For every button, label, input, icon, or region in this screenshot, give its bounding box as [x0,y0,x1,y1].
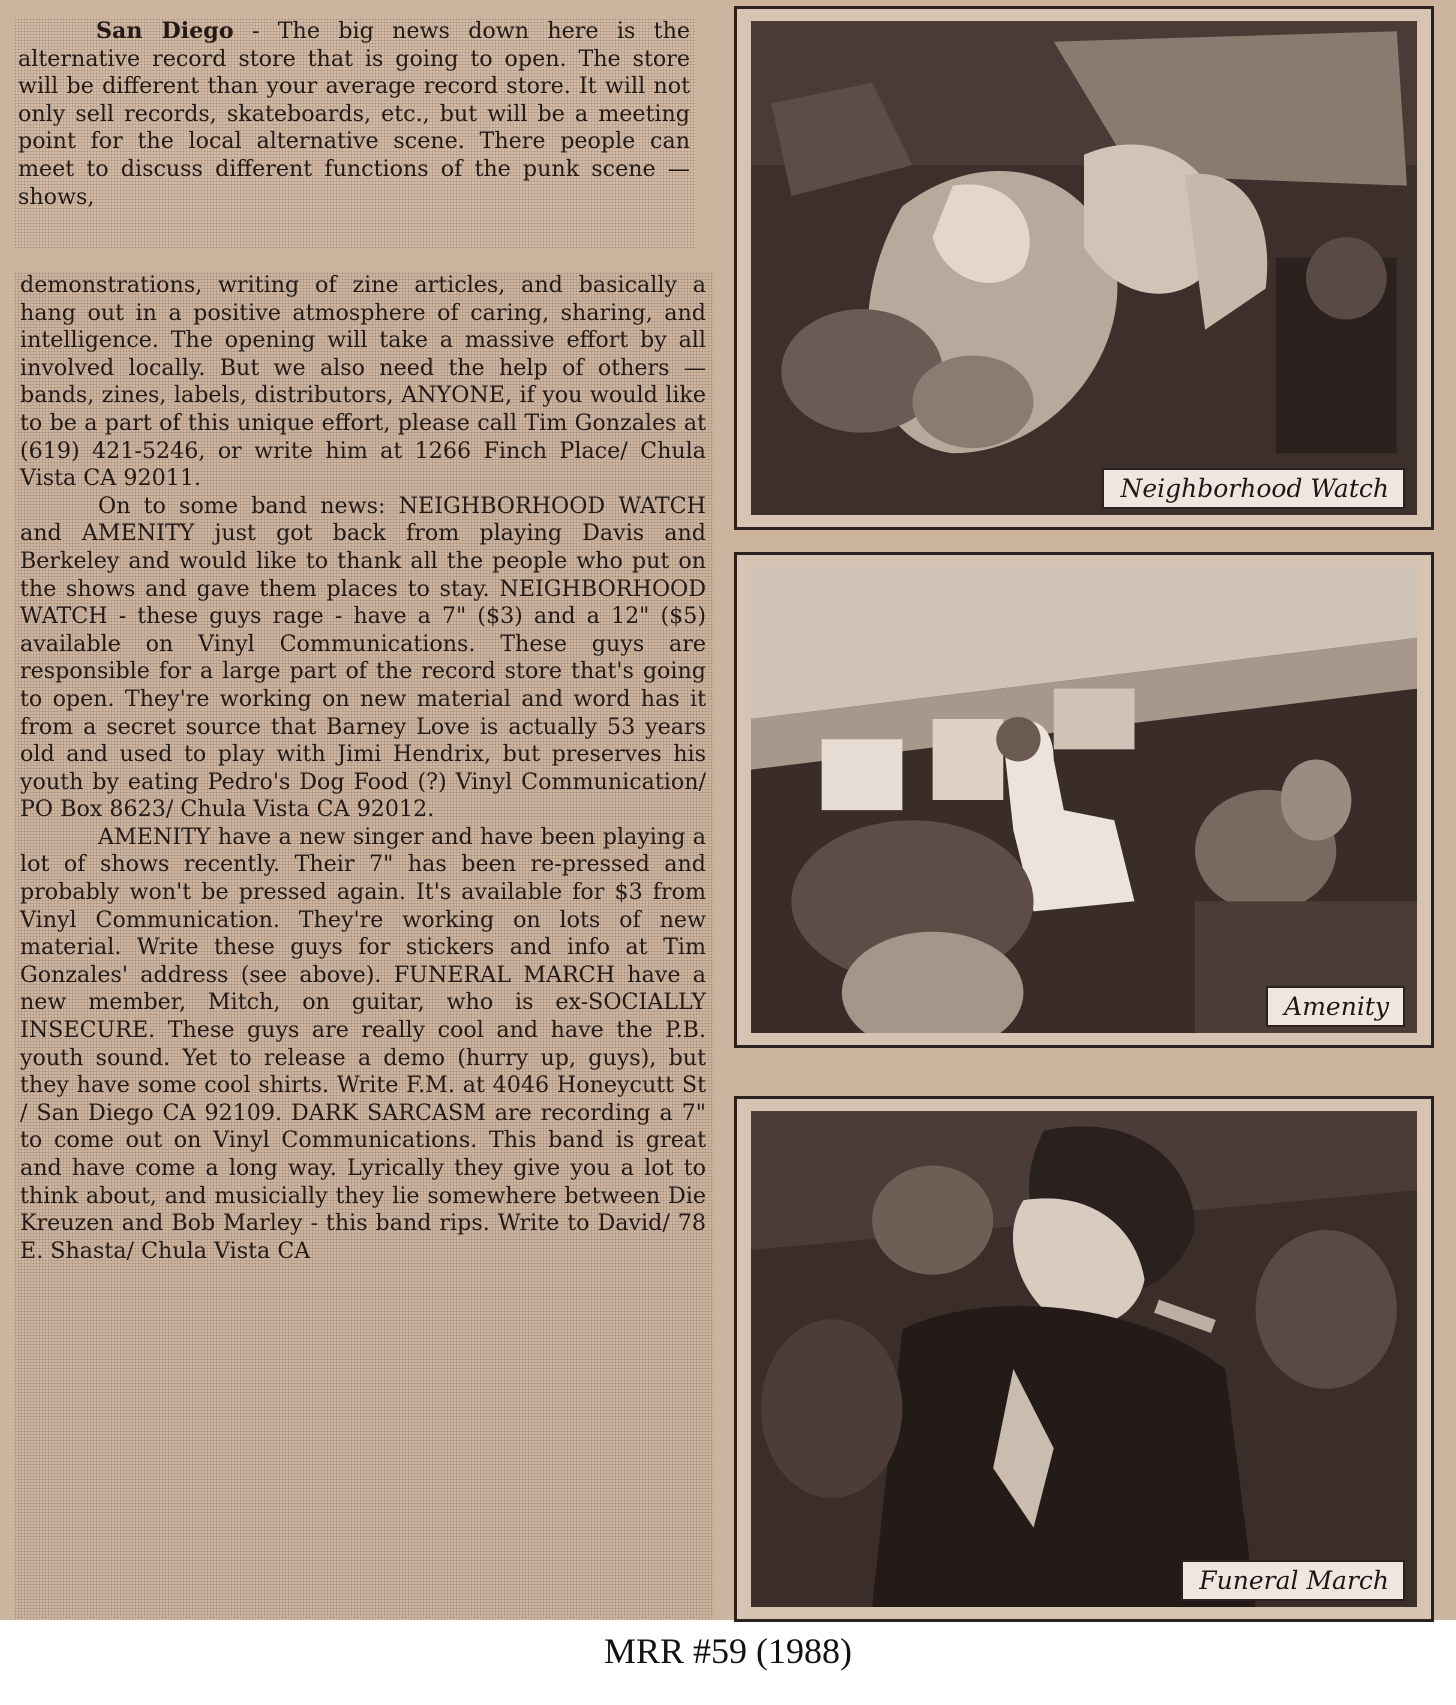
photo-caption: Neighborhood Watch [1102,468,1405,509]
article-paragraph-3: AMENITY have a new singer and have been playing a lot of shows recently. Their 7" has been re-pressed and probably won't be pressed again. It's available for $3 from Vinyl Communication. They're working on lots of new material. Write these guys for stickers and info at Tim Gonzales' address (see above). FUNERAL MARCH have a new member, Mitch, on guitar, who is ex-SOCIALLY INSECURE. These guys are really cool and have the P.B. youth sound. Yet to release a demo (hurry up, guys), but they have some cool shirts. Write F.M. at 4046 Honeycutt St / San Diego CA 92109. DARK SARCASM are recording a 7" to come out on Vinyl Communications. This band is great and have come a long way. Lyrically they give you a lot to think about, and musicially they lie somewhere between Die Kreuzen and Bob Marley - this band rips. Write to David/ 78 E. Shasta/ Chula Vista CA [20,823,706,1264]
dateline-city: San Diego [96,18,234,44]
article-intro-block [14,18,696,248]
photo-funeral-march [734,1096,1434,1622]
source-footer: MRR #59 (1988) [603,1631,852,1671]
photo-neighborhood-watch [734,6,1434,530]
photo-amenity [734,552,1434,1048]
photo-caption: Amenity [1266,986,1405,1027]
article-intro-paragraph [18,18,690,211]
photo-image-vocalist [751,1111,1417,1607]
photo-caption: Funeral March [1181,1560,1405,1601]
article-paragraph-2: On to some band news: NEIGHBORHOOD WATCH and AMENITY just got back from playing Davis and Berkeley and would like to thank all the people who put on the shows and gave them places to stay. NEIGHBORHOOD WATCH - these guys rage - have a 7" ($3) and a 12" ($5) available on Vinyl Communications. These guys are responsible for a large part of the record store that's going to open. They're working on new material and word has it from a secret source that Barney Love is actually 53 years old and used to play with Jimi Hendrix, but preserves his youth by eating Pedro's Dog Food (?) Vinyl Communication/ PO Box 8623/ Chula Vista CA 92012. [20,492,706,823]
photo-image-singer [751,567,1417,1033]
photo-image-crowd-stage [751,21,1417,515]
intro-text: - The big news down here is the alternative record store that is going to open. The store will be different than your average record store. It will not only sell records, skateboards, etc., but will be a meeting point for the local alternative scene. There people can meet to discuss different functions of the punk scene — shows, [18,18,690,210]
article-paragraph-1-continued: demonstrations, writing of zine articles, and basically a hang out in a positive atmosphere of caring, sharing, and intelligence. The opening will take a massive effort by all involved locally. But we also need the help of others — bands, zines, labels, distributors, ANYONE, if you would like to be a part of this unique effort, please call Tim Gonzales at (619) 421-5246, or write him at 1266 Finch Place/ Chula Vista CA 92011. [20,272,706,492]
article-body-block [14,272,714,1620]
